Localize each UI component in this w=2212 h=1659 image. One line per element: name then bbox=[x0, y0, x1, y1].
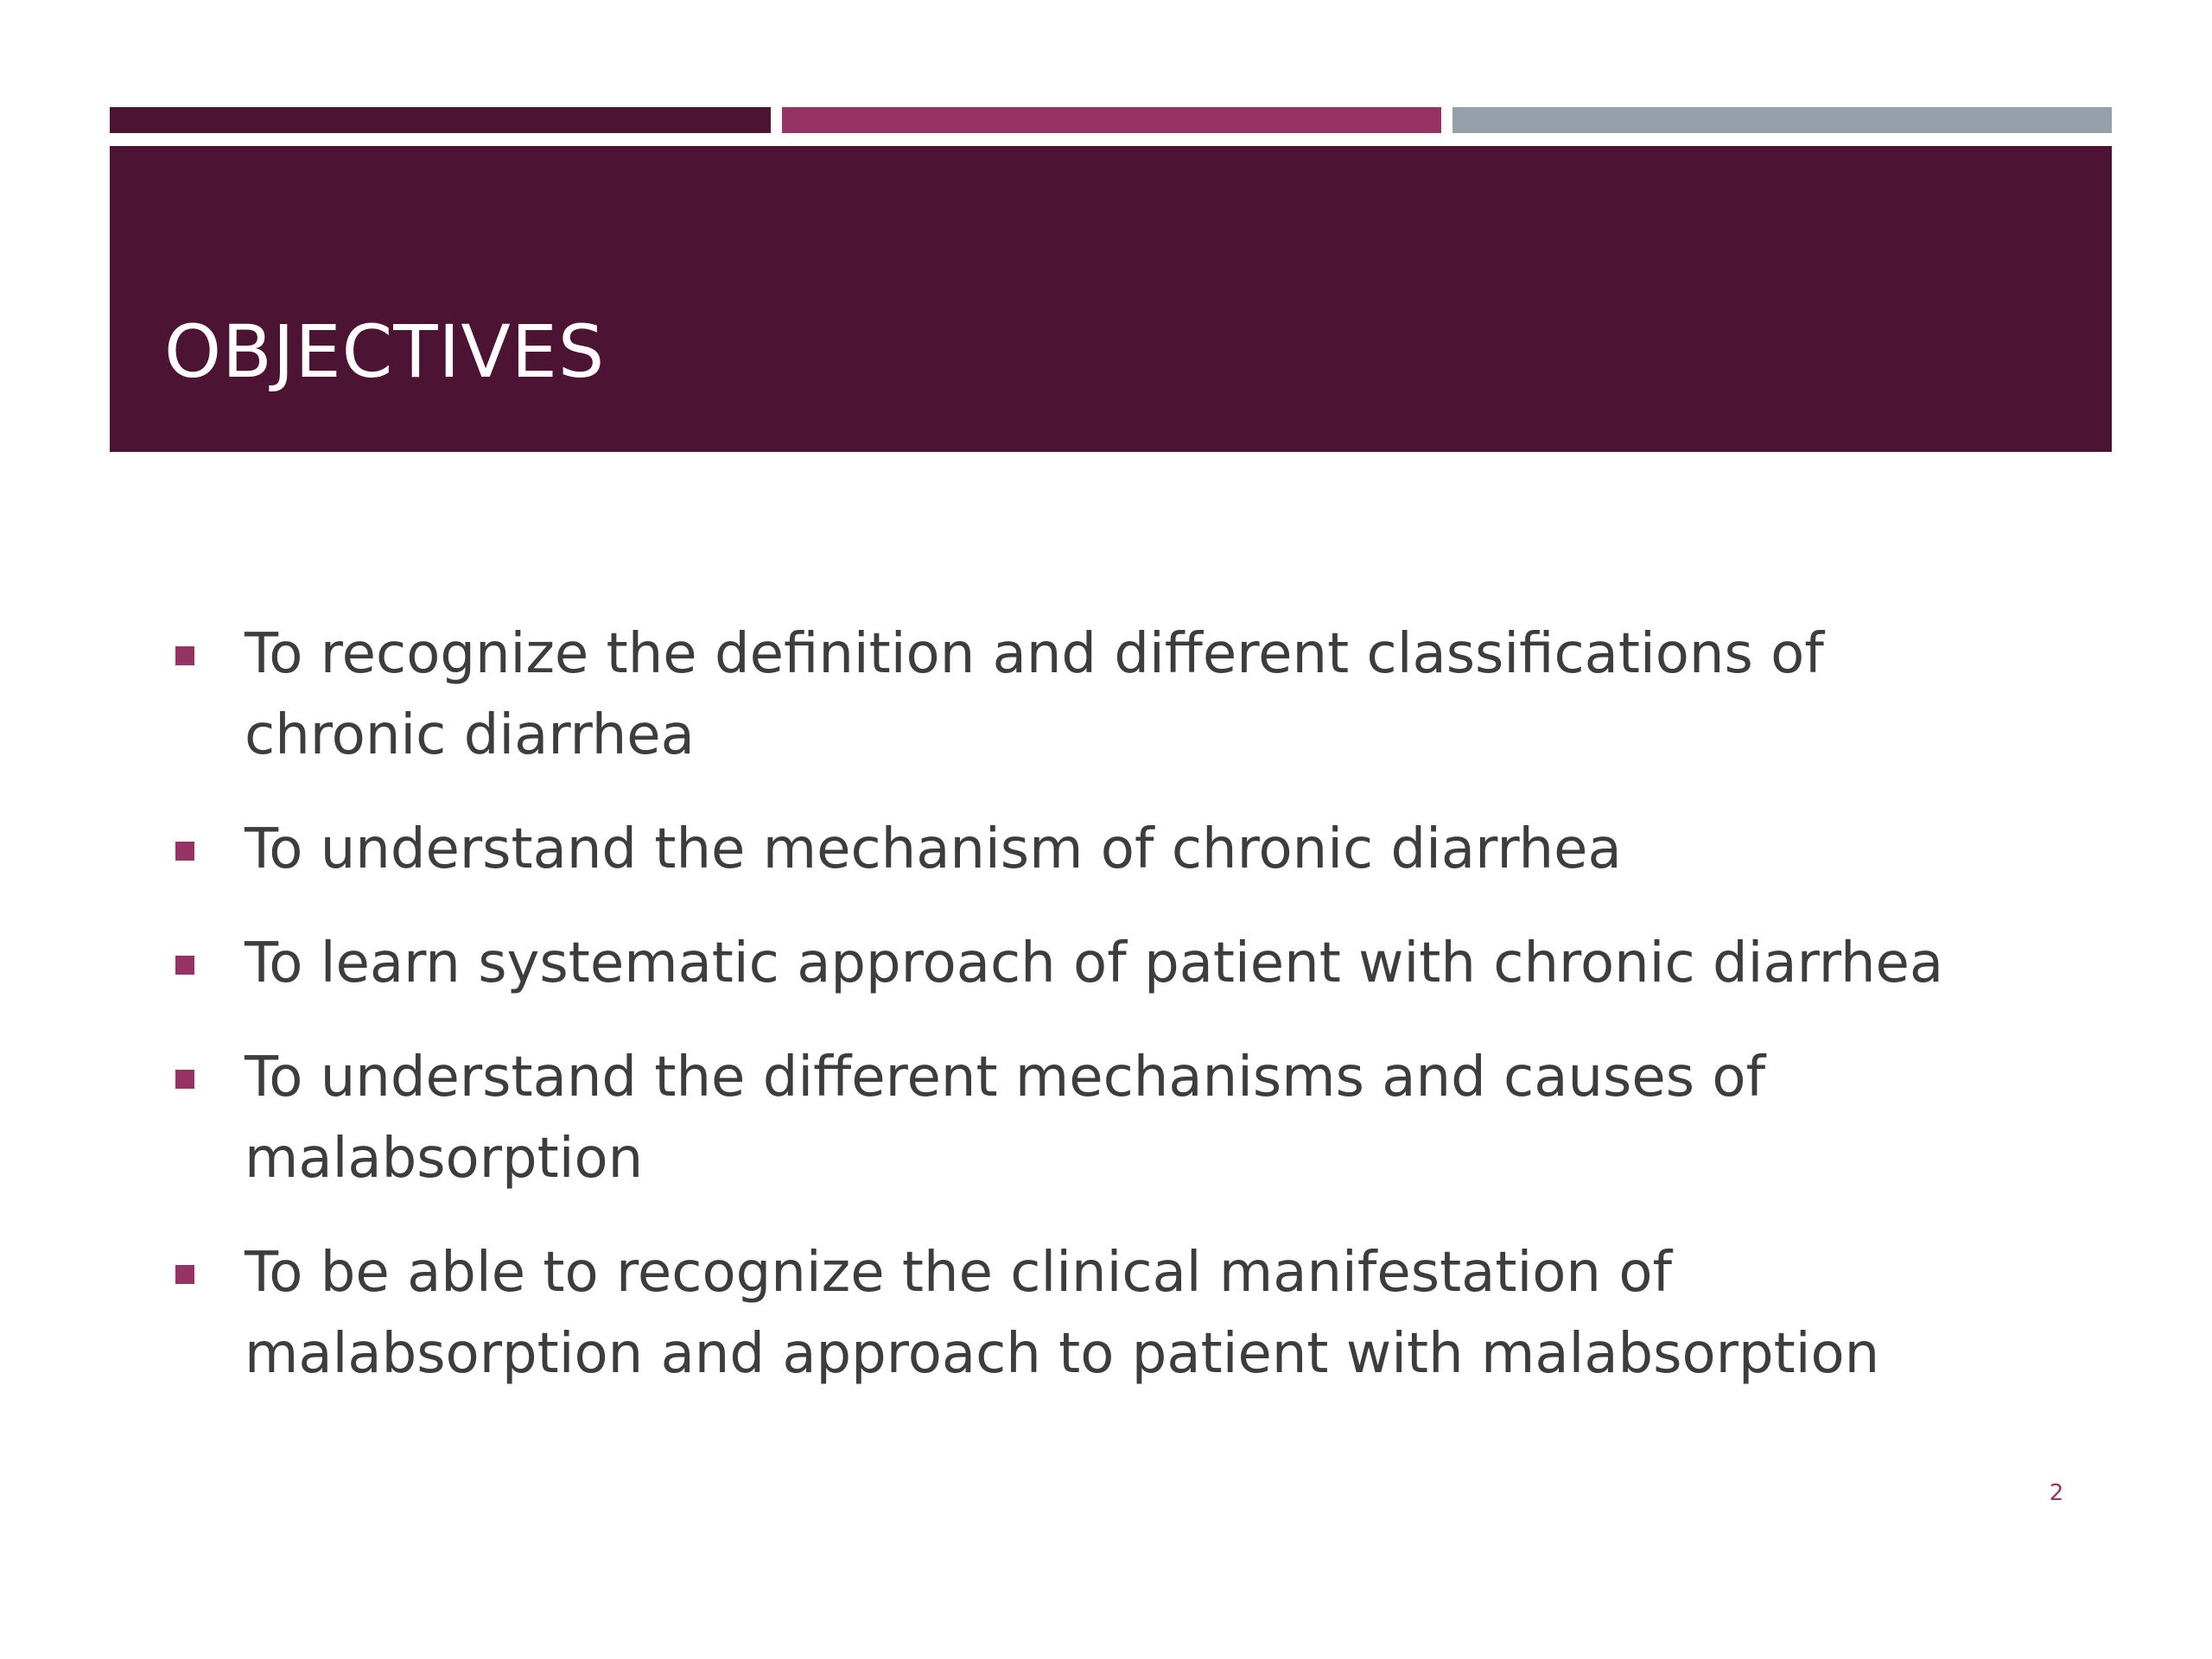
square-bullet-icon bbox=[175, 646, 194, 665]
square-bullet-icon bbox=[175, 956, 194, 975]
objective-text: To understand the mechanism of chronic diarrhea bbox=[245, 817, 1622, 881]
accent-bar-dark bbox=[110, 107, 771, 133]
square-bullet-icon bbox=[175, 1265, 194, 1284]
objective-item bbox=[173, 1037, 2031, 1199]
objectives-list bbox=[173, 613, 2031, 1427]
objective-text: To understand the different mechanisms and causes of malabsorption bbox=[245, 1046, 1766, 1191]
objective-item bbox=[173, 923, 2031, 1004]
objective-item bbox=[173, 809, 2031, 890]
accent-bar-magenta bbox=[782, 107, 1441, 133]
objective-item bbox=[173, 1232, 2031, 1395]
accent-bar-gray bbox=[1452, 107, 2112, 133]
objective-text: To be able to recognize the clinical manifestation of malabsorption and approach to patient with malabsorption bbox=[245, 1241, 1880, 1386]
objective-text: To learn systematic approach of patient with chronic diarrhea bbox=[245, 931, 1944, 995]
objective-item bbox=[173, 613, 2031, 776]
slide-title: OBJECTIVES bbox=[164, 309, 606, 394]
square-bullet-icon bbox=[175, 842, 194, 861]
title-band bbox=[110, 146, 2112, 452]
objective-text: To recognize the definition and different classifications of chronic diarrhea bbox=[245, 622, 1824, 767]
square-bullet-icon bbox=[175, 1070, 194, 1089]
page-number: 2 bbox=[2049, 1480, 2064, 1506]
